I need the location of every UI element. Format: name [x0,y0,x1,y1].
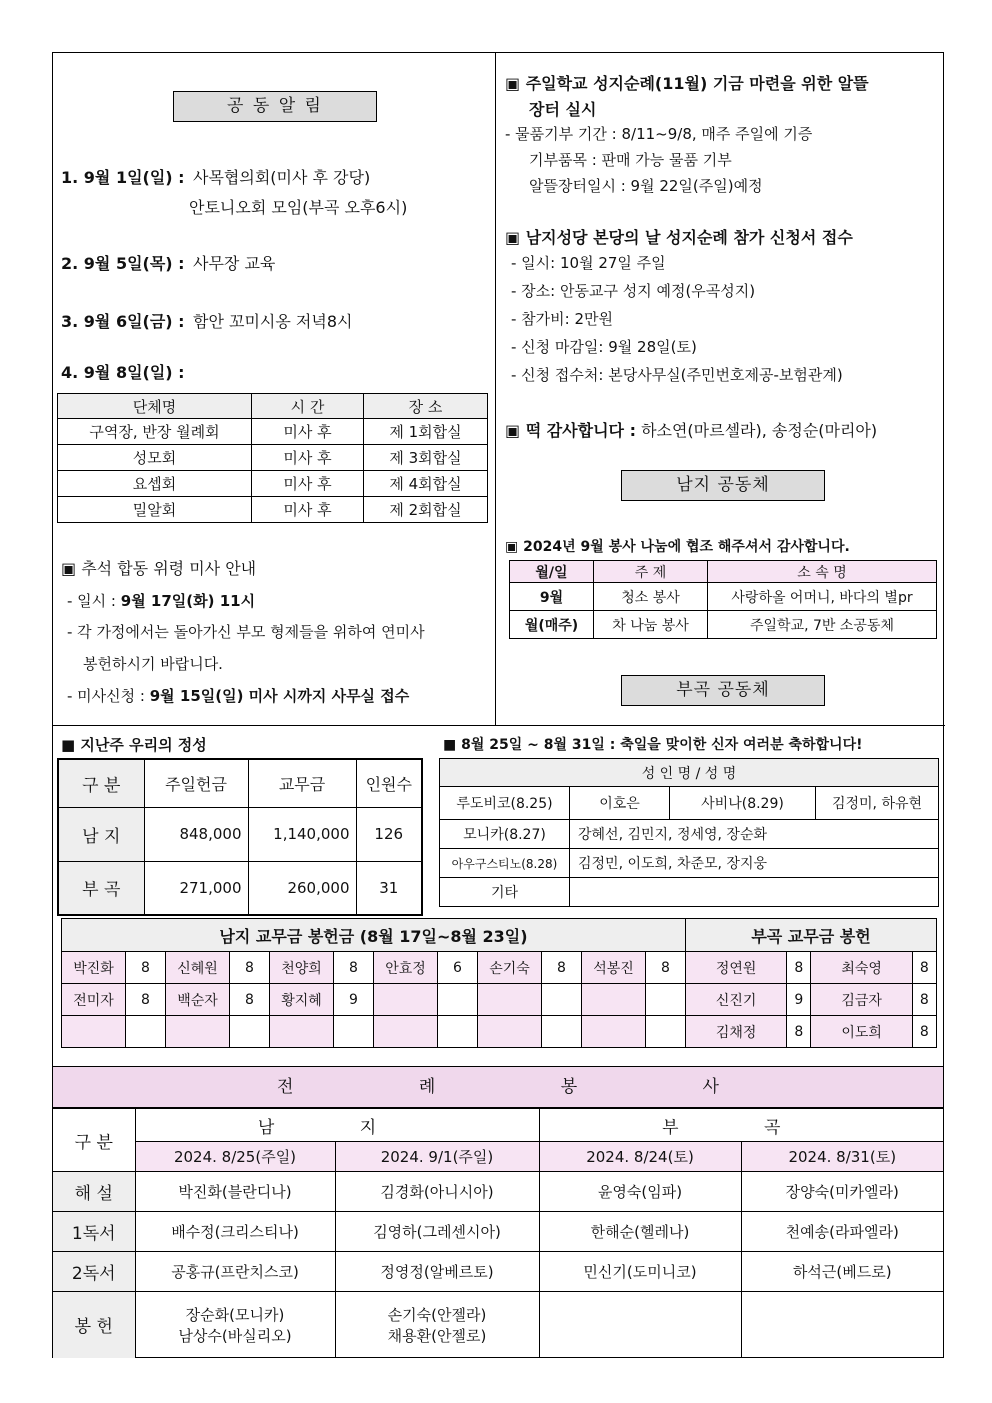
namji-donation-title: 남지 교무금 봉헌금 (8월 17일~8월 23일) [62,919,686,952]
liturgy-role-label: 해 설 [53,1172,135,1212]
donor-name: 백순자 [166,984,230,1016]
market-line-1: - 물품기부 기간 : 8/11~9/8, 매주 주일에 기증 [505,125,813,143]
liturgy-table [53,1108,943,1358]
notice-item-1-line1: 사목협의회(미사 후 강당) [193,168,371,187]
donor-name [582,984,646,1016]
table-header: 장 소 [364,394,488,419]
namji-community-title: 남지 공동체 [621,470,825,501]
bugok-community-title: 부곡 공동체 [621,675,825,706]
donor-count: 8 [334,952,374,984]
donor-name: 최숙영 [811,952,912,984]
table-cell: 제 4회합실 [364,471,488,497]
table-cell: 성모회 [58,445,252,471]
chuseok-apply-label: - 미사신청 : [67,687,145,705]
offering-table [57,758,423,916]
donor-count: 8 [230,984,270,1016]
table-cell: 청소 봉사 [594,583,708,611]
table-header: 단체명 [58,394,252,419]
table-cell: 260,000 [248,861,356,915]
chuseok-line1 [67,590,255,611]
pilgrimage-line-4: - 신청 마감일: 9월 28일(토) [511,338,697,356]
donor-name: 전미자 [62,984,126,1016]
donor-count: 8 [912,1016,936,1048]
donor-count: 8 [787,952,811,984]
service-heading: ▣ 2024년 9월 봉사 나눔에 협조 해주셔서 감사합니다. [505,539,850,555]
donor-count [646,984,686,1016]
table-cell: 월(매주) [510,611,594,639]
donor-count: 8 [230,952,270,984]
liturgy-cell-line: 장순화(모니카) [185,1305,285,1324]
donor-count: 8 [912,952,936,984]
table-cell: 271,000 [144,861,248,915]
donor-count: 8 [126,952,166,984]
liturgy-row [53,1252,943,1292]
chuseok-date-label: - 일시 : [67,592,116,610]
table-cell: 이호은 [570,787,670,820]
donor-count [646,1016,686,1048]
feast-table [439,758,939,907]
donor-name [270,1016,334,1048]
table-header: 월/일 [510,561,594,583]
liturgy-cell: 김영하(그레센시아) [335,1212,539,1252]
liturgy-row [53,1212,943,1252]
table-cell: 사랑하올 어머니, 바다의 별pr [708,583,937,611]
liturgy-role-label: 봉 헌 [53,1292,135,1358]
table-header: 소 속 명 [708,561,937,583]
table-cell: 31 [356,861,422,915]
table-header: 성 인 명 / 성 명 [440,759,939,787]
market-heading-1: ▣ 주일학교 성지순례(11월) 기금 마련을 위한 알뜰 [505,74,869,93]
donor-count: 8 [646,952,686,984]
donor-name [374,984,438,1016]
market-line-3: 알뜰장터일시 : 9월 22일(주일)예정 [529,177,763,195]
donor-count: 8 [787,1016,811,1048]
donor-name: 이도희 [811,1016,912,1048]
liturgy-cell-line: 채용환(안젤로) [387,1326,487,1345]
notice-title: 공 동 알 림 [173,91,377,122]
table-cell: 제 1회합실 [364,419,488,445]
liturgy-cell [135,1292,335,1358]
notice-item-1-date: 1. 9월 1일(일) : [61,168,185,187]
pilgrimage-heading: ▣ 남지성당 본당의 날 성지순례 참가 신청서 접수 [505,228,853,247]
table-cell: 기타 [440,878,570,907]
liturgy-cell: 박진화(블란디나) [135,1172,335,1212]
group-meeting-table [57,393,488,523]
liturgy-namji-header: 남 지 [135,1109,539,1142]
table-cell: 미사 후 [252,445,364,471]
liturgy-cell-line: 남상수(바실리오) [178,1326,292,1345]
liturgy-cell: 하석근(베드로) [741,1252,943,1292]
liturgy-cell: 장양숙(미카엘라) [741,1172,943,1212]
table-cell: 김정미, 하유현 [816,787,939,820]
table-cell: 강혜선, 김민지, 정세영, 장순화 [570,820,939,849]
liturgy-cell: 공홍규(프란치스코) [135,1252,335,1292]
donor-name: 안효정 [374,952,438,984]
liturgy-cell-line: 손기숙(안젤라) [387,1305,487,1324]
donor-name: 박진화 [62,952,126,984]
table-cell: 주일학교, 7반 소공동체 [708,611,937,639]
table-header: 구 분 [58,759,144,807]
donor-count: 9 [787,984,811,1016]
bugok-donation-title: 부곡 교무금 봉헌 [686,919,937,952]
donor-name [478,984,542,1016]
liturgy-cell [335,1292,539,1358]
notice-item-1-line2: 안토니오회 모임(부곡 오후6시) [189,198,408,217]
donor-name: 천양희 [270,952,334,984]
column-divider [495,53,496,725]
donor-name [374,1016,438,1048]
chuseok-line3: 봉헌하시기 바랍니다. [83,655,223,673]
market-line-2: 기부품목 : 판매 가능 물품 기부 [529,151,732,169]
liturgy-cell: 김경화(아니시아) [335,1172,539,1212]
chuseok-date-value: 9월 17일(화) 11시 [120,592,256,610]
section-divider [53,725,945,726]
donor-count: 9 [334,984,374,1016]
donor-name: 황지혜 [270,984,334,1016]
feast-heading: ■ 8월 25일 ~ 8월 31일 : 축일을 맞이한 신자 여러분 축하합니다! [443,737,863,753]
thanks-value: 하소연(마르셀라), 송정순(마리아) [641,421,878,440]
table-cell: 남 지 [58,807,144,861]
donor-count [542,984,582,1016]
donor-name: 김채정 [686,1016,787,1048]
table-cell [570,878,939,907]
table-header: 주 제 [594,561,708,583]
pilgrimage-line-2: - 장소: 안동교구 성지 예정(우곡성지) [511,282,756,300]
liturgy-date: 2024. 8/25(주일) [135,1142,335,1172]
notice-item-3-date: 3. 9월 6일(금) : [61,312,185,331]
table-cell: 미사 후 [252,471,364,497]
notice-item-4-date: 4. 9월 8일(일) : [61,363,185,382]
liturgy-cell: 배수정(크리스티나) [135,1212,335,1252]
donor-count [334,1016,374,1048]
pilgrimage-line-3: - 참가비: 2만원 [511,310,613,328]
table-cell: 미사 후 [252,497,364,523]
donor-count [438,1016,478,1048]
donor-count: 6 [438,952,478,984]
table-header: 시 간 [252,394,364,419]
donor-name: 신혜원 [166,952,230,984]
donor-count [126,1016,166,1048]
table-cell: 밀알회 [58,497,252,523]
liturgy-cell: 윤영숙(임파) [539,1172,741,1212]
table-cell: 제 2회합실 [364,497,488,523]
donor-count [542,1016,582,1048]
table-cell: 차 나눔 봉사 [594,611,708,639]
donor-name: 정연원 [686,952,787,984]
liturgy-cell: 한해순(헬레나) [539,1212,741,1252]
liturgy-cell: 정영정(알베르토) [335,1252,539,1292]
table-header: 교무금 [248,759,356,807]
table-cell: 미사 후 [252,419,364,445]
table-header: 인원수 [356,759,422,807]
donation-table [61,918,937,1048]
donation-row [62,952,937,984]
liturgy-col-label: 구 분 [53,1109,135,1172]
liturgy-cell: 천예송(라파엘라) [741,1212,943,1252]
liturgy-date: 2024. 8/24(토) [539,1142,741,1172]
table-cell: 126 [356,807,422,861]
liturgy-row [53,1292,943,1358]
pilgrimage-line-1: - 일시: 10월 27일 주일 [511,254,666,272]
liturgy-cell [539,1292,741,1358]
notice-item-3-line1: 함안 꼬미시옹 저녁8시 [193,312,353,331]
donation-row [62,984,937,1016]
liturgy-cell [741,1292,943,1358]
chuseok-line4 [67,685,409,706]
pilgrimage-line-5: - 신청 접수처: 본당사무실(주민번호제공-보험관계) [511,366,843,384]
donor-name [62,1016,126,1048]
notice-item-2-date: 2. 9월 5일(목) : [61,254,185,273]
table-cell: 김정민, 이도희, 차준모, 장지웅 [570,849,939,878]
donor-name [582,1016,646,1048]
donor-count [230,1016,270,1048]
donor-name: 손기숙 [478,952,542,984]
donor-count [438,984,478,1016]
liturgy-role-label: 1독서 [53,1212,135,1252]
donor-count: 8 [542,952,582,984]
offering-heading: ■ 지난주 우리의 정성 [61,736,207,754]
table-header: 주일헌금 [144,759,248,807]
chuseok-line2: - 각 가정에서는 돌아가신 부모 형제들을 위하여 연미사 [67,623,425,641]
donation-row [62,1016,937,1048]
chuseok-apply-value: 9월 15일(일) 미사 시까지 사무실 접수 [149,687,410,705]
donor-count: 8 [126,984,166,1016]
liturgy-date: 2024. 9/1(주일) [335,1142,539,1172]
table-cell: 9월 [510,583,594,611]
donor-name: 석봉진 [582,952,646,984]
liturgy-date: 2024. 8/31(토) [741,1142,943,1172]
thanks-line [505,418,877,441]
chuseok-heading: ▣ 추석 합동 위령 미사 안내 [61,559,257,578]
thanks-label: ▣ 떡 감사합니다 : [505,421,636,440]
table-cell: 모니카(8.27) [440,820,570,849]
liturgy-title: 전 례 봉 사 [53,1066,943,1108]
table-cell: 1,140,000 [248,807,356,861]
table-cell: 루도비코(8.25) [440,787,570,820]
table-cell: 848,000 [144,807,248,861]
notice-item-2-line1: 사무장 교육 [193,254,276,273]
liturgy-row [53,1172,943,1212]
donor-name [478,1016,542,1048]
donor-count: 8 [912,984,936,1016]
table-cell: 제 3회합실 [364,445,488,471]
liturgy-cell: 민신기(도미니코) [539,1252,741,1292]
table-cell: 아우구스티노(8.28) [440,849,570,878]
table-cell: 사비나(8.29) [670,787,816,820]
donor-name [166,1016,230,1048]
table-cell: 구역장, 반장 월례회 [58,419,252,445]
table-cell: 요셉회 [58,471,252,497]
liturgy-bugok-header: 부 곡 [539,1109,943,1142]
liturgy-role-label: 2독서 [53,1252,135,1292]
bulletin-page [52,52,944,1358]
market-heading-2: 장터 실시 [529,100,597,119]
donor-name: 신진기 [686,984,787,1016]
service-table [509,560,937,639]
table-cell: 부 곡 [58,861,144,915]
donor-name: 김금자 [811,984,912,1016]
